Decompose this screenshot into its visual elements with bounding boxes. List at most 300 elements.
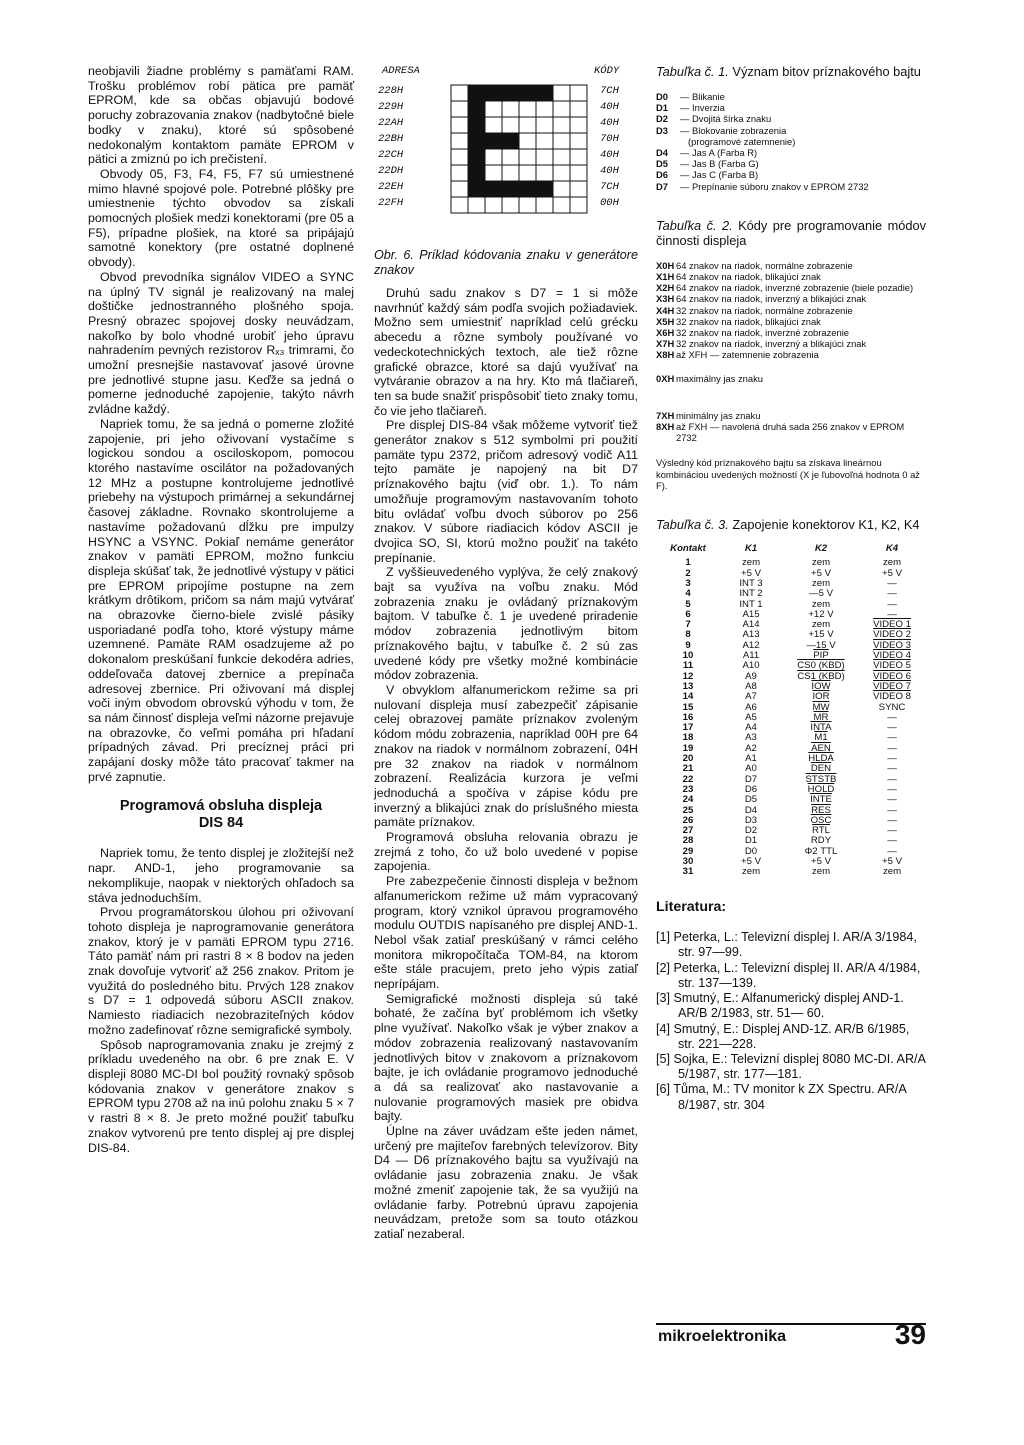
table-row [656, 316, 926, 327]
character-bitmap-grid [450, 84, 590, 214]
table-row [656, 282, 926, 293]
table-row [656, 410, 926, 421]
row-key: X6H [656, 327, 675, 339]
pixel-off [553, 149, 570, 165]
table-row [656, 136, 926, 147]
pixel-off [519, 117, 536, 133]
pixel-on [536, 181, 553, 197]
pixel-off [553, 165, 570, 181]
figure-code: 40H [600, 101, 619, 113]
table-cell: — [887, 835, 897, 847]
table-cell: — [887, 845, 897, 857]
table-row [658, 867, 926, 877]
table1-title [656, 64, 926, 79]
table-cell: 20 [682, 753, 694, 765]
figure-address: 22DH [378, 165, 404, 177]
row-value: 32 znakov na riadok, normálne zobrazenie [676, 304, 853, 316]
table-cell: 26 [682, 814, 694, 826]
table-cell: INT 3 [739, 577, 763, 589]
table-row [658, 754, 926, 764]
table-cell: 24 [682, 794, 694, 806]
table-cell: — [887, 804, 897, 816]
table-row [656, 260, 926, 271]
table-row [656, 305, 926, 316]
literature-item: [6] Tůma, M.: TV monitor k ZX Spectru. AR/A 8/1987, str. 304 [656, 1082, 907, 1112]
table-row [656, 373, 926, 384]
pixel-on [485, 133, 502, 149]
table-cell: — [887, 794, 897, 806]
table-cell: 6 [685, 608, 691, 620]
table-cell: +5 V [740, 567, 761, 579]
pixel-off [570, 85, 587, 101]
table-cell: 19 [682, 742, 694, 754]
figure-address: 22CH [378, 149, 404, 161]
pixel-on [485, 181, 502, 197]
table-cell: CS0 (KBD) [797, 660, 845, 672]
table-cell: 2 [685, 567, 691, 579]
table-row [658, 744, 926, 754]
pixel-off [502, 165, 519, 181]
table-row [658, 733, 926, 743]
table1-heading: Význam bitov príznakového bajtu [732, 64, 921, 79]
row-key: D3 [656, 124, 668, 136]
table-cell: 13 [682, 680, 694, 692]
pixel-off [451, 165, 468, 181]
table-cell: A12 [742, 639, 760, 651]
literature-item: [2] Peterka, L.: Televizní displej II. AR/A 4/1984, str. 137—139. [656, 960, 921, 990]
paragraph: V obvyklom alfanumerickom režime sa pri nulovaní displeja musí zabezpečiť zápisanie celej obrazovej pamäte príznakov zvoleným kódom módu zobrazenia, napríklad 00H pre 64 znakov na riadok v normálnom zobrazení, 04H pre 32 znakov na riadok v normálnom zobrazení. Realizácia kurzora je veľmi jednoduchá a spočíva v zápise kódu pre inverzný a blikajúci znak do príslušného miesta pamäte príznakov. [374, 682, 638, 830]
table-cell: +5 V [881, 567, 902, 579]
paragraph: Prvou programátorskou úlohou pri oživovaní tohoto displeja je naprogramovanie generátora znakov, ktorý je v pamäti EPROM typu 2716. Táto pamäť nám pri rastri 8 × 8 bodov na jeden znak dovoľuje vytvoriť až 256 znakov. Pritom je využitá do posledného bitu. Prvých 128 znakov s D7 = 1 odpovedá súboru ASCII znakov. Namiesto riadiacich nezobraziteľných kódov možno zadefinovať rôzne semigrafické symboly. [88, 905, 354, 1037]
table-cell: — [887, 763, 897, 775]
table-row [658, 826, 926, 836]
table-row [658, 600, 926, 610]
table-cell: INT 1 [739, 598, 763, 610]
table-cell: A1 [745, 753, 757, 765]
table-cell: A5 [745, 711, 757, 723]
table-cell: A6 [745, 701, 757, 713]
paragraph: neobjavili žiadne problémy s pamäťami RAM. Trošku problémov robí pätica pre pamäť EPROM, kde sa občas objavujú bodové poruchy zobrazovania znakov (nadbytočné biele bodky v znaku), ktoré sú spôsobené nedokonalým kontaktom pamäte EPROM v pätici a zmiznú po ich prečistení. [88, 64, 354, 167]
pixel-off [485, 149, 502, 165]
table-cell: $\overline{OSC}$ [810, 814, 832, 826]
table-cell: D5 [744, 794, 758, 806]
table-cell: — [887, 598, 897, 610]
table-cell: $\overline{RTL}$ [812, 825, 830, 837]
pixel-off [570, 117, 587, 133]
table-cell: zem [882, 866, 902, 878]
pixel-off [570, 101, 587, 117]
literature-heading: Literatura: [656, 898, 727, 915]
table-row [656, 349, 926, 360]
table-cell: HOLD [807, 783, 835, 795]
row-value: — Jas A (Farba R) [680, 147, 758, 159]
pixel-off [451, 133, 468, 149]
table-row [656, 102, 926, 113]
row-value: maximálny jas znaku [676, 372, 764, 384]
row-value: — Blokovanie zobrazenia [680, 124, 787, 136]
table-cell: 7 [685, 619, 691, 631]
row-value: minimálny jas znaku [676, 409, 761, 421]
table-cell: 3 [685, 577, 691, 589]
pixel-on [468, 165, 485, 181]
column-1 [88, 64, 354, 1155]
table2-note: Výsledný kód príznakového bajtu sa získava lineárnou kombináciou uvedených možností (X je ľubovoľná hodnota 0 až F). [656, 457, 920, 491]
figure-6 [374, 64, 638, 234]
table3-label: Tabuľka č. 3. [656, 517, 729, 533]
row-value: 64 znakov na riadok, blikajúci znak [676, 271, 821, 283]
table2-label: Tabuľka č. 2. [656, 217, 733, 233]
pixel-off [451, 181, 468, 197]
paragraph: Druhú sadu znakov s D7 = 1 si môže navrhnúť každý sám podľa svojich požiadaviek. Možno sem umiestniť napríklad celú grécku abecedu a rôzne symboly používané vo vedeckotechnických textoch, ale tiež rôzne grafické obrazce, ktoré sa dajú využívať na vytváranie obrazov a na hry. Kto má tlačiareň, ten sa bude snažiť prispôsobiť tieto znaky tomu, čo vie jeho tlačiareň. [374, 286, 638, 418]
paragraph: Programová obsluha relovania obrazu je zrejmá z toho, čo už bolo uvedené v popise zapojenia. [374, 830, 638, 874]
table-cell: A8 [745, 680, 757, 692]
figure-code: 70H [600, 133, 619, 145]
table-cell: 14 [682, 691, 694, 703]
row-key: 0XH [656, 372, 675, 384]
table-cell: — [887, 608, 897, 620]
table-cell: — [887, 732, 897, 744]
page-number: 39 [894, 1319, 926, 1350]
table-cell: INTA [810, 722, 832, 734]
pixel-off [451, 197, 468, 213]
table-cell: zem [882, 557, 902, 569]
row-value: až FXH — navolená druhá sada 256 znakov v EPROM 2732 [676, 421, 905, 444]
table-cell: zem [741, 557, 761, 569]
pixel-off [536, 101, 553, 117]
table-row [658, 569, 926, 579]
table-cell: Φ2 TTL [804, 845, 838, 857]
table-cell: 9 [685, 639, 691, 651]
table-row [656, 147, 926, 158]
row-value: 32 znakov na riadok, blikajúci znak [676, 315, 821, 327]
row-key: X1H [656, 271, 675, 283]
pixel-off [553, 85, 570, 101]
figure-address: 229H [378, 101, 404, 113]
figure-code: 7CH [600, 85, 619, 97]
table-cell: — [887, 825, 897, 837]
table-cell: 29 [682, 845, 694, 857]
table-cell: VIDEO 5 [873, 660, 911, 672]
row-value: 64 znakov na riadok, normálne zobrazenie [676, 259, 853, 271]
figure-address: 228H [378, 85, 404, 97]
pixel-off [519, 149, 536, 165]
pixel-off [570, 197, 587, 213]
table-cell: A15 [742, 608, 760, 620]
pixel-off [570, 181, 587, 197]
table-cell: +15 V [808, 629, 834, 641]
table-cell: $\overline{PIP}$ [813, 650, 829, 662]
table-row [658, 589, 926, 599]
pixel-on [468, 101, 485, 117]
connector-table [658, 544, 926, 878]
table-cell: — [887, 722, 897, 734]
row-key: 8XH [656, 421, 675, 433]
pixel-on [502, 85, 519, 101]
table-cell: VIDEO 6 [873, 670, 911, 682]
table-row [658, 579, 926, 589]
table-row [658, 764, 926, 774]
figure-address: 22FH [378, 197, 404, 209]
page-footer [656, 1319, 926, 1353]
table-cell: zem [811, 557, 831, 569]
table3-heading: Zapojenie konektorov K1, K2, K4 [732, 517, 920, 533]
table-cell: $\overline{DEN}$ [810, 763, 832, 775]
figure-code-header: KÓDY [594, 65, 620, 77]
table-cell: 5 [685, 598, 691, 610]
table-cell: 28 [682, 835, 694, 847]
table-cell: zem [741, 866, 761, 878]
column-header: K1 [744, 543, 758, 555]
row-key: D0 [656, 91, 668, 102]
table-cell: A9 [745, 670, 757, 682]
paragraph: Obvod prevodníka signálov VIDEO a SYNC na úplný TV signál je realizovaný na malej doštičke jednostranného plošného spoja. Presný obrazec spojovej dosky neuvádzam, nakoľko by bolo vhodné urobiť jeho úpravu nahradením pevných rezistorov Rₓ₃ trimrami, čo umožní presnejšie nastavovať jasové úrovne pre jednotlivé stupne jasu. Keďže sa jedná o pomerne jednoduché zapojenie, takýto návrh zvládne každý. [88, 269, 354, 417]
pixel-off [570, 133, 587, 149]
table-row [658, 775, 926, 785]
pixel-off [519, 101, 536, 117]
table-cell: $\overline{IOW}$ [811, 680, 831, 692]
row-key: X7H [656, 338, 675, 350]
row-key [656, 136, 674, 147]
pixel-on [468, 133, 485, 149]
pixel-on [468, 149, 485, 165]
figure-address: 22AH [378, 117, 404, 129]
row-key: X2H [656, 282, 675, 294]
table-cell: $\overline{IOR}$ [812, 691, 830, 703]
table-cell: HLDA [808, 753, 834, 765]
table-cell: M1 [814, 732, 828, 744]
table-cell: 4 [685, 588, 691, 600]
table-cell: A2 [745, 742, 757, 754]
paragraph: Napriek tomu, že sa jedná o pomerne zložité zapojenie, pri jeho oživovaní vystačíme s logickou sondou a osciloskopom, pomocou ktorého nastavíme oscilátor na požadovaných 12 MHz a postupne kontrolujeme jednotlivé priebehy na výstupoch primárnej a sekundárnej časovej základne. Rovnako skontrolujeme a nastavíme požadovanú dĺžku pre impulzy HSYNC a VSYNC. Pokiaľ nemáme generátor znakov v pamäti EPROM, možno funkciu displeja skúšať tak, že jednotlivé výstupy v pätici pre EPROM pripojíme postupne na zem krátkym drôtikom, pričom sa nám majú vytvárať na obrazovke čierno-biele zvislé pásiky usporiadané podľa toho, ktoré výstupy máme uzemnené. Pamäte RAM osadzujeme až po dokonalom preskúšaní funkcie dekodéra adries, oddeľovača datovej zbernice a prepínača adresovej zbernice. Pri oživovaní má displej voči iným obvodom obrovskú výhodu v tom, že sa nám činnosť displeja veľmi názorne prejavuje na obrazovke, čo veľmi pomáha pri hľadaní prípadných závad. Pri precíznej práci pri zapájaní dosky môže táto pracovať takmer na prvé zapnutie. [88, 416, 354, 784]
column-2 [374, 64, 638, 1242]
section-heading-line2: DIS 84 [198, 815, 244, 832]
table-cell: VIDEO 7 [873, 680, 911, 692]
table-cell: INTE [810, 794, 832, 806]
pixel-off [553, 197, 570, 213]
table-cell: 21 [682, 763, 694, 775]
table-cell: — [887, 753, 897, 765]
pixel-off [553, 133, 570, 149]
table-row [658, 836, 926, 846]
table-cell: A7 [745, 691, 757, 703]
pixel-off [553, 117, 570, 133]
table-cell: D3 [744, 814, 758, 826]
table-row [656, 169, 926, 180]
table-cell: 31 [682, 866, 694, 878]
paragraph: Pre displej DIS-84 však môžeme vytvoriť tiež generátor znakov s 512 symbolmi pri použití pamäte typu 2372, pričom adresový vodič A11 tejto pamäte je napojený na bit D7 príznakového bajtu (viď obr. 1.). To nám umožňuje programovým nastavovaním tohoto bitu ovládať voľbu dvoch súborov po 256 znakov. V súbore riadiacich kódov ASCII je dvojica SO, SI, ktorú možno použiť na takéto prepínanie. [374, 418, 638, 565]
table-cell: 30 [682, 855, 694, 867]
row-key: X0H [656, 259, 675, 271]
pixel-off [553, 101, 570, 117]
column-3 [656, 64, 926, 1113]
figure-code: 40H [600, 149, 619, 161]
pixel-off [536, 117, 553, 133]
table-cell: A3 [745, 732, 757, 744]
table-cell: 11 [682, 660, 694, 672]
pixel-off [451, 149, 468, 165]
pixel-off [451, 101, 468, 117]
table-cell: 17 [682, 722, 694, 734]
pixel-off [536, 133, 553, 149]
column-header: K4 [885, 543, 899, 555]
row-value: — Dvojitá šírka znaku [680, 113, 772, 125]
table-row [658, 703, 926, 713]
pixel-on [502, 181, 519, 197]
row-value: 32 znakov na riadok, inverzný a blikajúci znak [676, 338, 867, 350]
table-cell: 25 [682, 804, 694, 816]
pixel-off [502, 149, 519, 165]
literature-list [656, 930, 926, 1112]
table-row [656, 125, 926, 136]
table-row [658, 713, 926, 723]
table-row [656, 421, 926, 443]
figure-address: 22EH [378, 181, 404, 193]
figure-code: 00H [600, 197, 619, 209]
table2-title [656, 218, 926, 248]
paragraph: Semigrafické možnosti displeja sú také bohaté, že začína byť problémom ich všetky plne využívať. Nakoľko však je výber znakov a módov zobrazenia realizovaný nastavovaním jednotlivých bitov v znakovom a príznakovom bajte, je ich ovládanie programovo jednoduché a dá sa realizovať ako nastavovanie a nulovanie programových masiek pre obidva bajty. [374, 991, 638, 1124]
table-cell: —5 V [809, 588, 833, 600]
figure-code: 7CH [600, 181, 619, 193]
pixel-off [519, 165, 536, 181]
pixel-off [468, 197, 485, 213]
table-cell: D7 [744, 773, 758, 785]
table-cell: — [887, 742, 897, 754]
row-value: — Blikanie [680, 91, 725, 102]
row-value: 64 znakov na riadok, inverzný a blikajúci znak [676, 293, 867, 305]
paragraph: Z vyššieuvedeného vyplýva, že celý znakový bajt sa využíva na voľbu znaku. Mód zobrazenia znaku je ovládaný príznakovým bajtom. V tabuľke č. 1 je uvedené priradenie módov zobrazenia jednotlivým bitom príznakového bajtu, v tabuľke č. 2 sú zas uvedené kódy pre všetky možné kombinácie módov zobrazenia. [374, 565, 638, 683]
pixel-off [519, 197, 536, 213]
row-key: D2 [656, 113, 668, 125]
table-cell: $\overline{MW}$ [812, 701, 830, 713]
table-cell: VIDEO 1 [873, 619, 911, 631]
column-header: Kontakt [670, 543, 706, 555]
table-row [656, 338, 926, 349]
row-key: D1 [656, 102, 668, 114]
table-cell: INT 2 [739, 588, 763, 600]
row-key: D7 [656, 180, 668, 192]
row-value: — Prepínanie súboru znakov v EPROM 2732 [680, 180, 869, 192]
literature-item: [4] Smutný, E.: Displej AND-1Z. AR/B 6/1985, str. 221—228. [656, 1021, 910, 1051]
row-key: X4H [656, 304, 675, 316]
pixel-off [451, 85, 468, 101]
pixel-off [536, 165, 553, 181]
row-key: X3H [656, 293, 675, 305]
pixel-off [502, 197, 519, 213]
table-cell: —15 V [806, 639, 836, 651]
magazine-name: mikroelektronika [658, 1328, 787, 1345]
row-key: X8H [656, 349, 675, 361]
pixel-on [468, 181, 485, 197]
table-cell: — [887, 814, 897, 826]
table-cell: +5 V [740, 855, 761, 867]
paragraph: Obvody 05, F3, F4, F5, F7 sú umiestnené mimo hlavné spojové pole. Potrebné plôšky pre umiestnenie týchto obvodov sa získali pomocných plošiek medzi konektorami (pre 05 a F5), prípadne plošiek, na ktoré sa pripájajú samotné konektory (pre ostatné doplnené obvody). [88, 166, 354, 270]
table-row [656, 181, 926, 192]
table-row [658, 816, 926, 826]
pixel-off [570, 149, 587, 165]
pixel-off [502, 117, 519, 133]
table-cell: $\overline{AEN}$ [811, 742, 831, 754]
table-row [658, 723, 926, 733]
table-cell: +5 V [881, 855, 902, 867]
row-value: — Jas C (Farba B) [680, 169, 759, 181]
table-cell: zem [811, 598, 831, 610]
table-cell: 15 [682, 701, 694, 713]
pixel-off [536, 149, 553, 165]
row-value: 32 znakov na riadok, inverzné zobrazenie [676, 327, 850, 339]
table-cell: D0 [744, 845, 758, 857]
row-value: — Inverzia [680, 102, 725, 114]
table-cell: +12 V [808, 608, 834, 620]
table-row [658, 806, 926, 816]
table-cell: $\overline{MR}$ [813, 711, 829, 723]
row-value: (programové zatemnenie) [688, 135, 796, 147]
pixel-off [485, 117, 502, 133]
table-cell: D6 [744, 783, 758, 795]
table-cell: — [887, 588, 897, 600]
table-cell: 16 [682, 711, 694, 723]
table-cell: A13 [742, 629, 760, 641]
paragraph: Napriek tomu, že tento displej je zložitejší než napr. AND-1, jeho programovanie sa nekomplikuje, naopak v niektorých ohľadoch sa stáva jednoduchším. [88, 846, 354, 905]
section-heading-line1: Programová obsluha displeja [119, 798, 323, 815]
pixel-off [536, 197, 553, 213]
table-cell: 12 [682, 670, 694, 682]
table-cell: A10 [742, 660, 760, 672]
pixel-on [485, 85, 502, 101]
table-cell: 27 [682, 825, 694, 837]
literature-item: [5] Sojka, E.: Televizní displej 8080 MC-DI. AR/A 5/1987, str. 177—181. [656, 1051, 926, 1082]
table-cell: 1 [685, 557, 691, 569]
table-cell: RDY [810, 835, 832, 847]
figure-address: 22BH [378, 133, 404, 145]
table-cell: 10 [682, 650, 694, 662]
table-cell: CS1 (KBD) [797, 670, 845, 682]
table-cell: zem [811, 619, 831, 631]
row-key: D5 [656, 158, 668, 170]
row-key: 7XH [656, 409, 675, 421]
pixel-off [451, 117, 468, 133]
pixel-on [468, 117, 485, 133]
table-cell: — [887, 783, 897, 795]
table-row [656, 113, 926, 124]
figure-caption: Obr. 6. Príklad kódovania znaku v generátore znakov [374, 248, 638, 277]
pixel-off [485, 101, 502, 117]
figure-address-header: ADRESA [382, 65, 420, 77]
table-cell: zem [811, 866, 831, 878]
table-cell: +5 V [810, 567, 831, 579]
table-cell: D4 [744, 804, 758, 816]
table-row [658, 795, 926, 805]
pixel-off [519, 133, 536, 149]
table-cell: 8 [685, 629, 691, 641]
row-key: X5H [656, 315, 675, 327]
table-row [656, 327, 926, 338]
table3-title [656, 517, 926, 532]
table-cell: A14 [742, 619, 760, 631]
table-cell: — [887, 711, 897, 723]
table-cell: 22 [682, 773, 694, 785]
table-cell: SYNC [878, 701, 906, 713]
table-cell: A0 [745, 763, 757, 775]
table-row [656, 91, 926, 102]
paragraph: Pre zabezpečenie činnosti displeja v bežnom alfanumerickom režime už mám vypracovaný program, ktorý vznikol úpravou programového modulu OUTDIS napísaného pre displej AND-1. Nebol však zatiaľ preskúšaný v rámci celého monitora mikropočítača TOM-84, na ktorom ešte stále pracujem, preto jeho výpis zatiaľ neprípájam. [374, 874, 638, 992]
pixel-off [570, 165, 587, 181]
literature-item: [1] Peterka, L.: Televizní displej I. AR/A 3/1984, str. 97—99. [656, 930, 917, 960]
row-key: D6 [656, 169, 668, 181]
pixel-off [485, 197, 502, 213]
column-header: K2 [814, 543, 828, 555]
table-row [656, 271, 926, 282]
pixel-off [502, 101, 519, 117]
